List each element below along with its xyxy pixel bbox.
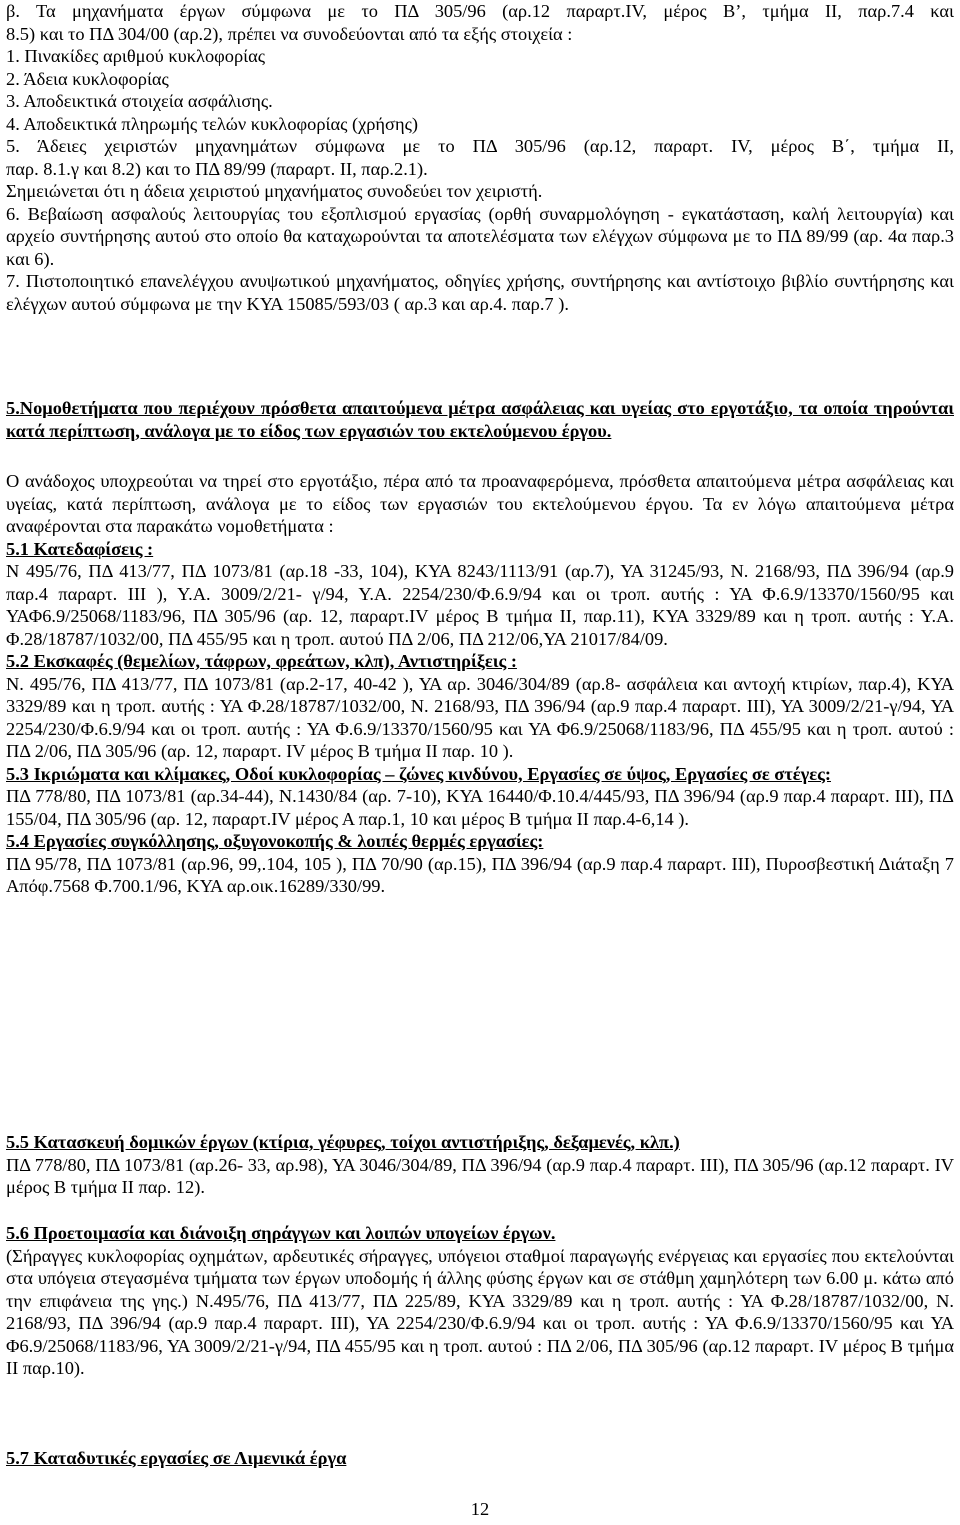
list-item-7: 7. Πιστοποιητικό επανελέγχου ανυψωτικού μηχανήματος, οδηγίες χρήσης, συντήρησης και αντίστοιχο βιβλίο συντήρησης και ελέγχων αυτού σύμφωνα με την ΚΥΑ 15085/593/03 ( αρ.3 και αρ.4. παρ.7 ). xyxy=(6,271,954,314)
list-item-6: 6. Βεβαίωση ασφαλούς λειτουργίας του εξοπλισμού εργασίας (ορθή συναρμολόγηση - εγκατάσταση, καλή λειτουργία) και αρχείο συντήρησης αυτού στο οποίο θα καταχωρούνται τα αποτελέσματα των ελέγχων σύμφωνα με το ΠΔ 89/99 (αρ. 4α παρ.3 και 6). xyxy=(6,203,954,269)
intro-line-1: β. Τα μηχανήματα έργων σύμφωνα με το ΠΔ 305/96 (αρ.12 παραρτ.IV, μέρος Β’, τμήμα ΙΙ, παρ.7.4 και xyxy=(6,1,954,21)
intro-line-2: 8.5) και το ΠΔ 304/00 (αρ.2), πρέπει να συνοδεύονται από τα εξής στοιχεία : xyxy=(6,23,573,44)
section-5-heading-block xyxy=(6,397,954,442)
list-item-5-note: Σημειώνεται ότι η άδεια χειριστού μηχανήματος συνοδεύει τον χειριστή. xyxy=(6,181,543,201)
list-item-5-cont: παρ. 8.1.γ και 8.2) και το ΠΔ 89/99 (παραρτ. ΙΙ, παρ.2.1). xyxy=(6,158,428,179)
subsection-5-5-block xyxy=(6,1131,954,1199)
subsection-5-6-block xyxy=(6,1222,954,1380)
section-intro: Ο ανάδοχος υποχρεούται να τηρεί στο εργοτάξιο, πέρα από τα προαναφερόμενα, πρόσθετα απαιτούμενα μέτρα ασφάλειας και υγείας, κατά περίπτωση, ανάλογα με το είδος των εργασιών του εκτελούμενου έργου. Τα εν λόγω απαιτούμενα μέτρα αναφέρονται στα παρακάτω νομοθετήματα : xyxy=(6,471,954,536)
subsection-title-5-5: 5.5 Κατασκευή δομικών έργων (κτίρια, γέφυρες, τοίχοι αντιστήριξης, δεξαμενές, κλπ.) xyxy=(6,1132,680,1152)
subsection-text-5-1: Ν 495/76, ΠΔ 413/77, ΠΔ 1073/81 (αρ.18 -33, 104), ΚΥΑ 8243/1113/91 (αρ.7), ΥΑ 31245/93, Ν. 2168/93, ΠΔ 396/94 (αρ.9 παρ.4 παραρτ. ΙΙΙ ), Υ.Α. 3009/2/21- γ/94, Υ.Α. 2254/230/Φ.6.9/94 και οι τροπ. αυτής : ΥΑ Φ.6.9/13370/1560/95 και ΥΑΦ6.9/25068/1183/96, ΠΔ 305/96 (αρ. 12, παραρτ.IV μέρος Β τμήμα ΙΙ, παρ.11), ΚΥΑ 3329/89 και η τροπ. αυτής : Υ.Α. Φ.28/18787/1032/00, ΠΔ 455/95 και η τροπ. αυτού ΠΔ 2/06, ΠΔ 212/06,ΥΑ 21017/84/09. xyxy=(6,561,954,649)
list-item-5: 5. Άδειες χειριστών μηχανημάτων σύμφωνα με το ΠΔ 305/96 (αρ.12, παραρτ. IV, μέρος Β΄, τμήμα ΙΙ, xyxy=(6,136,954,156)
subsection-title-5-7: 5.7 Καταδυτικές εργασίες σε Λιμενικά έργα xyxy=(6,1448,347,1468)
subsection-text-5-6: (Σήραγγες κυκλοφορίας οχημάτων, αρδευτικές σήραγγες, υπόγειοι σταθμοί παραγωγής ενέργειας και εργασίες που εκτελούνται στα υπόγεια στεγασμένα τμήματα των έργων υποδομής ή άλλης φύσης έργων και σε στάθμη χαμηλότερη των 6.00 μ. κάτω από την επιφάνεια της γης.) Ν.495/76, ΠΔ 413/77, ΠΔ 225/89, ΚΥΑ 3329/89 και η τροπ. αυτής : ΥΑ Φ.28/18787/1032/00, Ν. 2168/93, ΠΔ 396/94 (αρ.9 παρ.4 παραρτ. ΙΙΙ), ΥΑ 2254/230/Φ.6.9/94 και οι τροπ. αυτής : ΥΑ Φ.6.9/13370/1560/95 και ΥΑ Φ6.9/25068/1183/96, ΥΑ 3009/2/21-γ/94, ΠΔ 455/95 και η τροπ. αυτού : ΠΔ 2/06, ΠΔ 305/96 (αρ.12 παραρτ. IV μέρος Β τμήμα ΙΙ παρ.10). xyxy=(6,1245,954,1378)
subsection-5-7-block xyxy=(6,1447,954,1470)
subsection-title-5-2: 5.2 Εκσκαφές (θεμελίων, τάφρων, φρεάτων, κλπ), Αντιστηρίξεις : xyxy=(6,651,517,671)
section-5-body xyxy=(6,470,954,898)
section-heading: 5.Νομοθετήματα που περιέχουν πρόσθετα απαιτούμενα μέτρα ασφάλειας και υγείας στο εργοτάξιο, τα οποία τηρούνται κατά περίπτωση, ανάλογα με το είδος των εργασιών του εκτελούμενου έργου. xyxy=(6,398,954,441)
intro-block xyxy=(6,0,954,315)
subsection-text-5-3: ΠΔ 778/80, ΠΔ 1073/81 (αρ.34-44), Ν.1430/84 (αρ. 7-10), ΚΥΑ 16440/Φ.10.4/445/93, ΠΔ 396/94 (αρ.9 παρ.4 παραρτ. ΙΙΙ), ΠΔ 155/04, ΠΔ 305/96 (αρ. 12, παραρτ.IV μέρος Α παρ.1, 10 και μέρος Β τμήμα ΙΙ παρ.4-6,14 ). xyxy=(6,786,954,829)
page-number: 12 xyxy=(470,1499,490,1519)
list-item-2: 2. Άδεια κυκλοφορίας xyxy=(6,68,169,89)
subsection-title-5-6: 5.6 Προετοιμασία και διάνοιξη σηράγγων και λοιπών υπογείων έργων. xyxy=(6,1223,556,1243)
subsection-title-5-3: 5.3 Ικριώματα και κλίμακες, Οδοί κυκλοφορίας – ζώνες κινδύνου, Εργασίες σε ύψος, Εργασίες σε στέγες: xyxy=(6,763,831,784)
subsection-text-5-4: ΠΔ 95/78, ΠΔ 1073/81 (αρ.96, 99,.104, 105 ), ΠΔ 70/90 (αρ.15), ΠΔ 396/94 (αρ.9 παρ.4 παραρτ. ΙΙΙ), Πυροσβεστική Διάταξη 7 Απόφ.7568 Φ.700.1/96, ΚΥΑ αρ.οικ.16289/330/99. xyxy=(6,853,954,896)
subsection-title-5-1: 5.1 Κατεδαφίσεις : xyxy=(6,538,154,559)
list-item-1: 1. Πινακίδες αριθμού κυκλοφορίας xyxy=(6,46,265,66)
subsection-text-5-5: ΠΔ 778/80, ΠΔ 1073/81 (αρ.26- 33, αρ.98), ΥΑ 3046/304/89, ΠΔ 396/94 (αρ.9 παρ.4 παραρτ. ΙΙΙ), ΠΔ 305/96 (αρ.12 παραρτ. IV μέρος Β τμήμα ΙΙ παρ. 12). xyxy=(6,1154,954,1197)
list-item-4: 4. Αποδεικτικά πληρωμής τελών κυκλοφορίας (χρήσης) xyxy=(6,113,418,134)
subsection-title-5-4: 5.4 Εργασίες συγκόλλησης, οξυγονοκοπής & λοιπές θερμές εργασίες: xyxy=(6,831,544,851)
list-item-3: 3. Αποδεικτικά στοιχεία ασφάλισης. xyxy=(6,91,273,111)
subsection-text-5-2: Ν. 495/76, ΠΔ 413/77, ΠΔ 1073/81 (αρ.2-17, 40-42 ), ΥΑ αρ. 3046/304/89 (αρ.8- ασφάλεια και αντοχή κτιρίων, παρ.4), ΚΥΑ 3329/89 και η τροπ. αυτής : ΥΑ Φ.28/18787/1032/00, Ν. 2168/93, ΠΔ 396/94 (αρ.9 παρ.4 παραρτ. ΙΙΙ), ΥΑ 3009/2/21-γ/94, ΥΑ 2254/230/Φ.6.9/94 και οι τροπ. αυτής : ΥΑ Φ.6.9/13370/1560/95 και ΥΑ Φ6.9/25068/1183/96, ΠΔ 455/95 και η τροπ. αυτού : ΠΔ 2/06, ΠΔ 305/96 (αρ. 12, παραρτ. IV μέρος Β τμήμα ΙΙ παρ. 10 ). xyxy=(6,673,954,761)
